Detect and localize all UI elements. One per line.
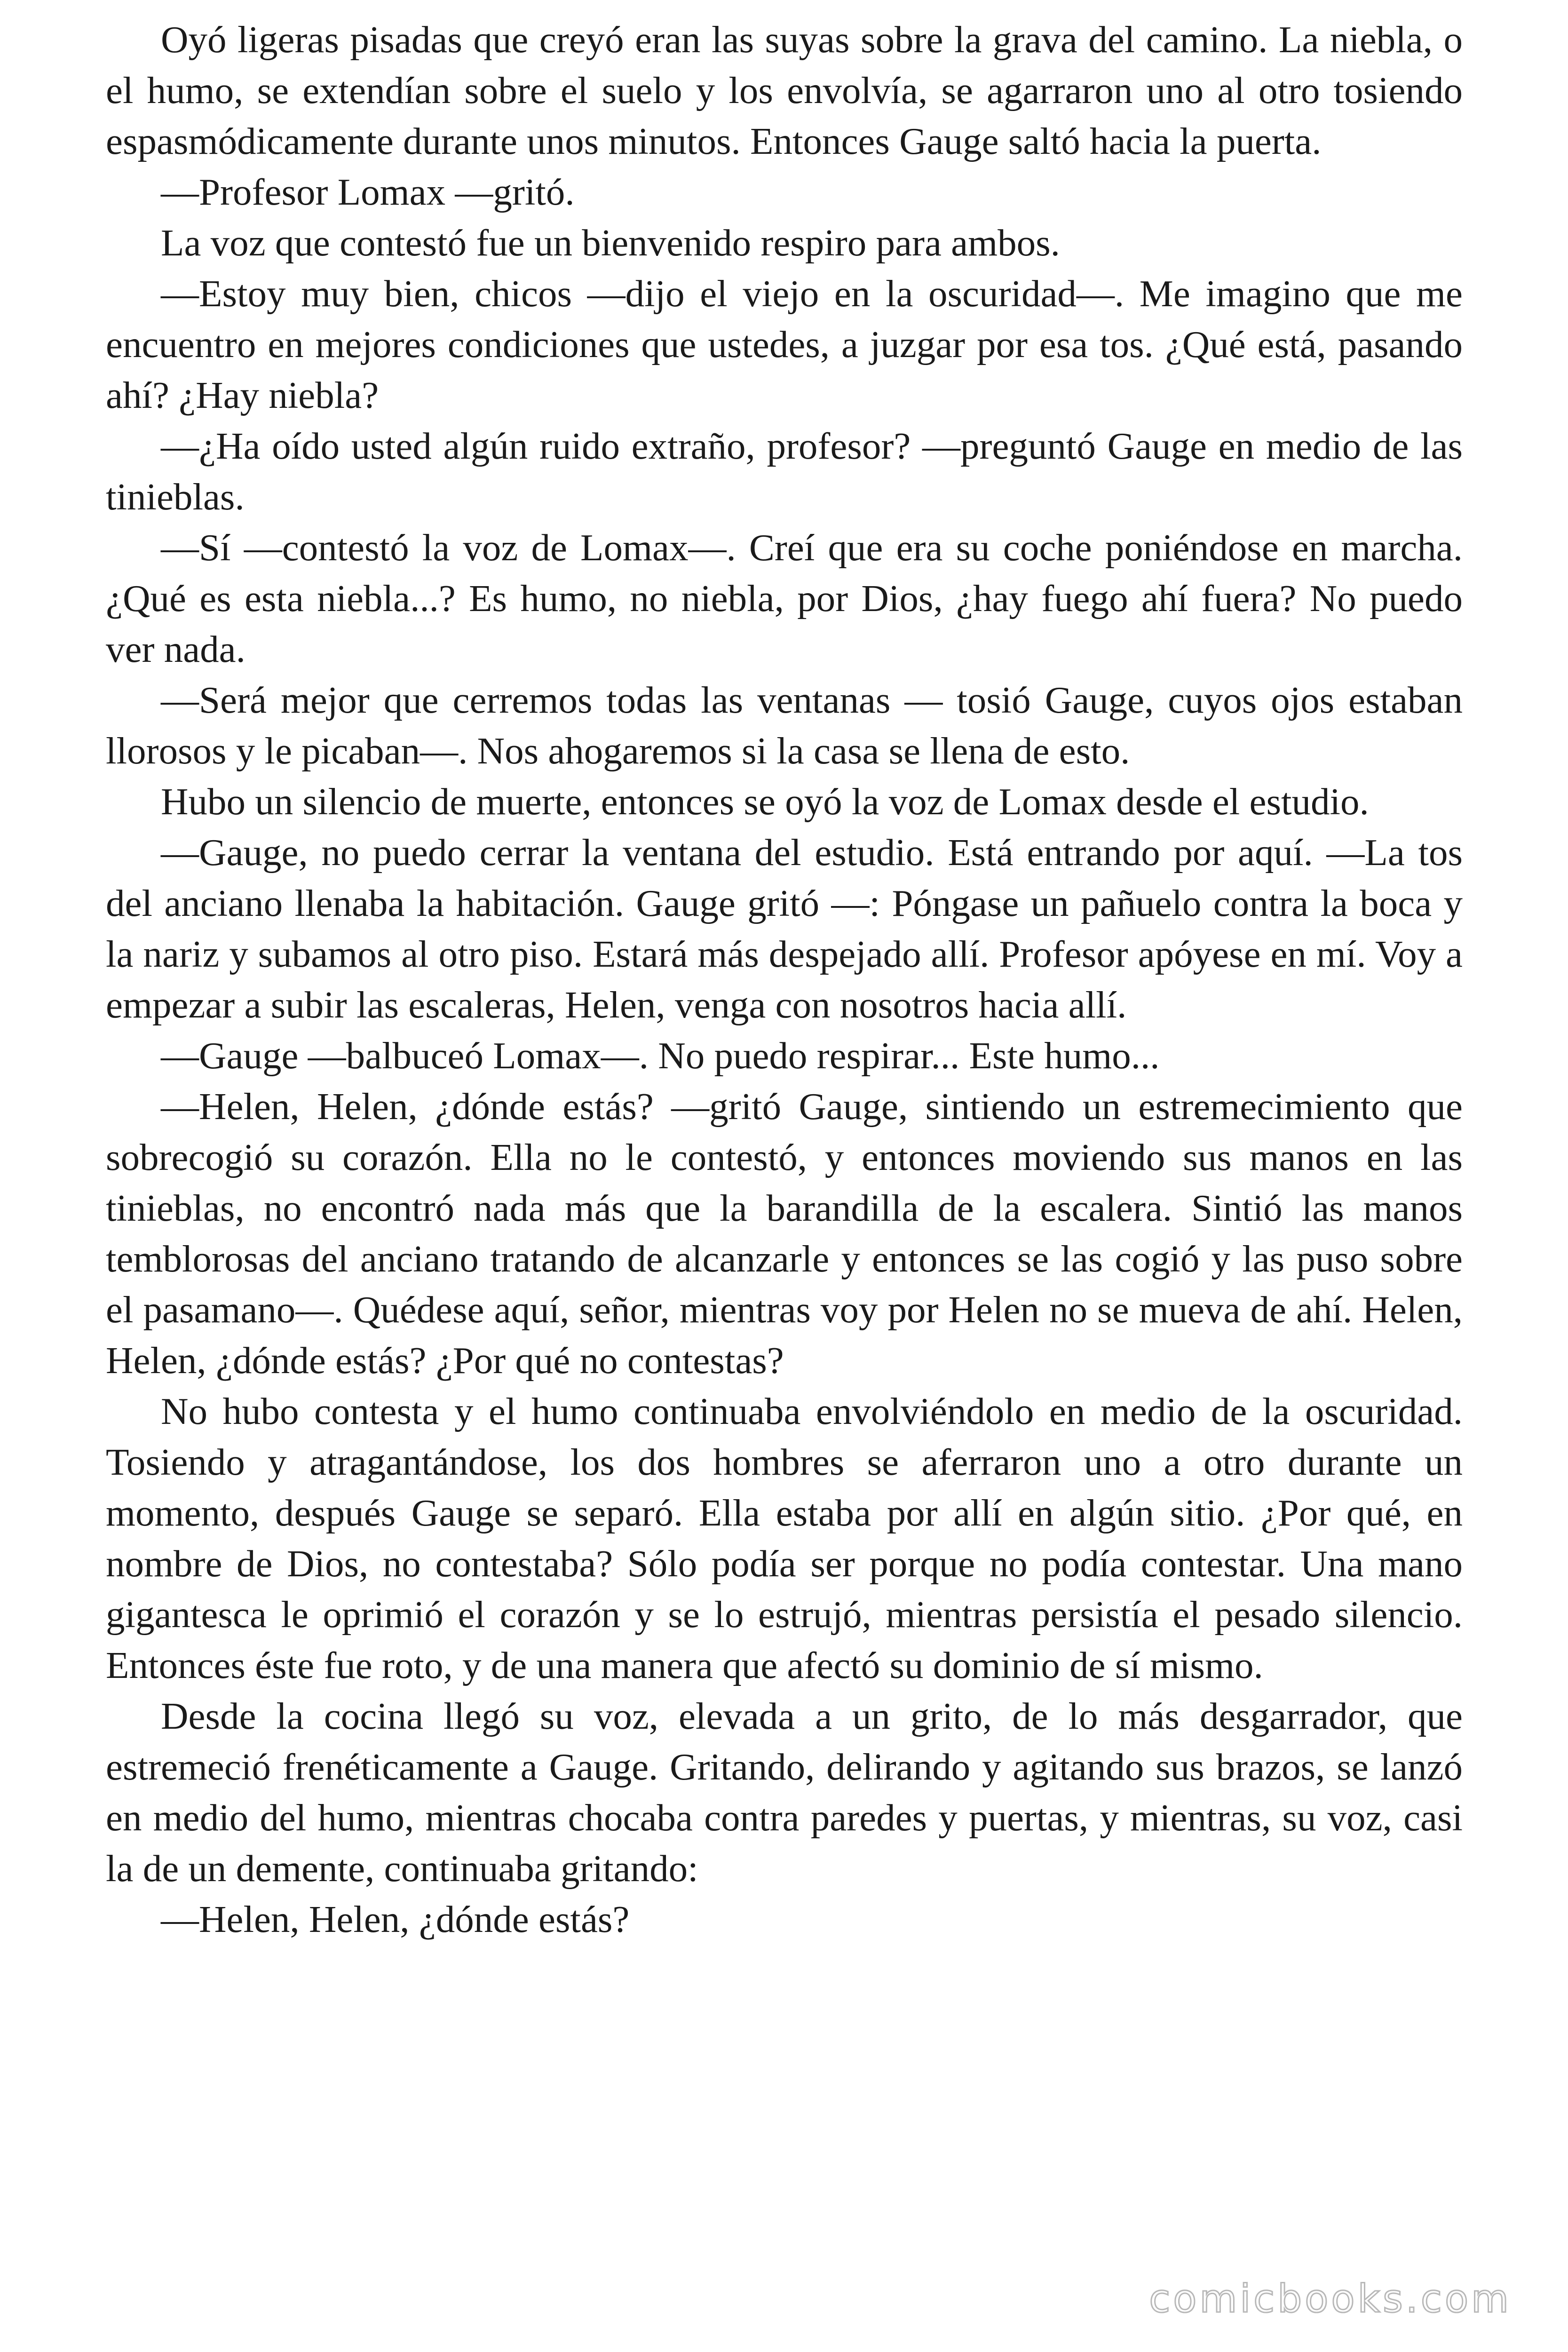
paragraph: Hubo un silencio de muerte, entonces se oyó la voz de Lomax desde el estudio. [161,780,1369,823]
paragraph: Oyó ligeras pisadas que creyó eran las suyas sobre la grava del camino. La niebla, o el humo, se extendían sobre el suelo y los envolvía, se agarraron uno al otro tosiendo espasmódicamente durante unos minutos. Entonces Gauge saltó hacia la puerta. [106,18,1463,162]
paragraph: —¿Ha oído usted algún ruido extraño, profesor? —preguntó Gauge en medio de las tinieblas. [106,425,1463,518]
paragraph: La voz que contestó fue un bienvenido respiro para ambos. [161,222,1060,264]
watermark: comicbooks.com [1149,2277,1512,2321]
paragraph: —Gauge —balbuceó Lomax—. No puedo respirar... Este humo... [161,1034,1160,1077]
paragraph: —Helen, Helen, ¿dónde estás? —gritó Gauge, sintiendo un estremecimiento que sobrecogió su corazón. Ella no le contestó, y entonces moviendo sus manos en las tinieblas, no encontró nada más que la barandilla de la escalera. Sintió las manos temblorosas del anciano tratando de alcanzarle y entonces se las cogió y las puso sobre el pasamano—. Quédese aquí, señor, mientras voy por Helen no se mueva de ahí. Helen, Helen, ¿dónde estás? ¿Por qué no contestas? [106,1085,1463,1382]
paragraph: —Será mejor que cerremos todas las ventanas — tosió Gauge, cuyos ojos estaban llorosos y le picaban—. Nos ahogaremos si la casa se llena de esto. [106,679,1463,772]
paragraph: No hubo contesta y el humo continuaba envolviéndolo en medio de la oscuridad. Tosiendo y atragantándose, los dos hombres se aferraron uno a otro durante un momento, después Gauge se separó. Ella estaba por allí en algún sitio. ¿Por qué, en nombre de Dios, no contestaba? Sólo podía ser porque no podía contestar. Una mano gigantesca le oprimió el corazón y se lo estrujó, mientras persistía el pesado silencio. Entonces éste fue roto, y de una manera que afectó su dominio de sí mismo. [106,1390,1463,1686]
paragraph: —Sí —contestó la voz de Lomax—. Creí que era su coche poniéndose en marcha. ¿Qué es esta niebla...? Es humo, no niebla, por Dios, ¿hay fuego ahí fuera? No puedo ver nada. [106,526,1463,670]
paragraph: —Profesor Lomax —gritó. [161,171,575,213]
document-page [106,14,1463,1945]
paragraph: —Gauge, no puedo cerrar la ventana del estudio. Está entrando por aquí. —La tos del anciano llenaba la habitación. Gauge gritó —: Póngase un pañuelo contra la boca y la nariz y subamos al otro piso. Estará más despejado allí. Profesor apóyese en mí. Voy a empezar a subir las escaleras, Helen, venga con nosotros hacia allí. [106,831,1463,1026]
paragraph: —Helen, Helen, ¿dónde estás? [161,1898,630,1940]
paragraph: Desde la cocina llegó su voz, elevada a un grito, de lo más desgarrador, que estremeció frenéticamente a Gauge. Gritando, delirando y agitando sus brazos, se lanzó en medio del humo, mientras chocaba contra paredes y puertas, y mientras, su voz, casi la de un demente, continuaba gritando: [106,1695,1463,1890]
paragraph: —Estoy muy bien, chicos —dijo el viejo en la oscuridad—. Me imagino que me encuentro en mejores condiciones que ustedes, a juzgar por esa tos. ¿Qué está, pasando ahí? ¿Hay niebla? [106,272,1463,416]
